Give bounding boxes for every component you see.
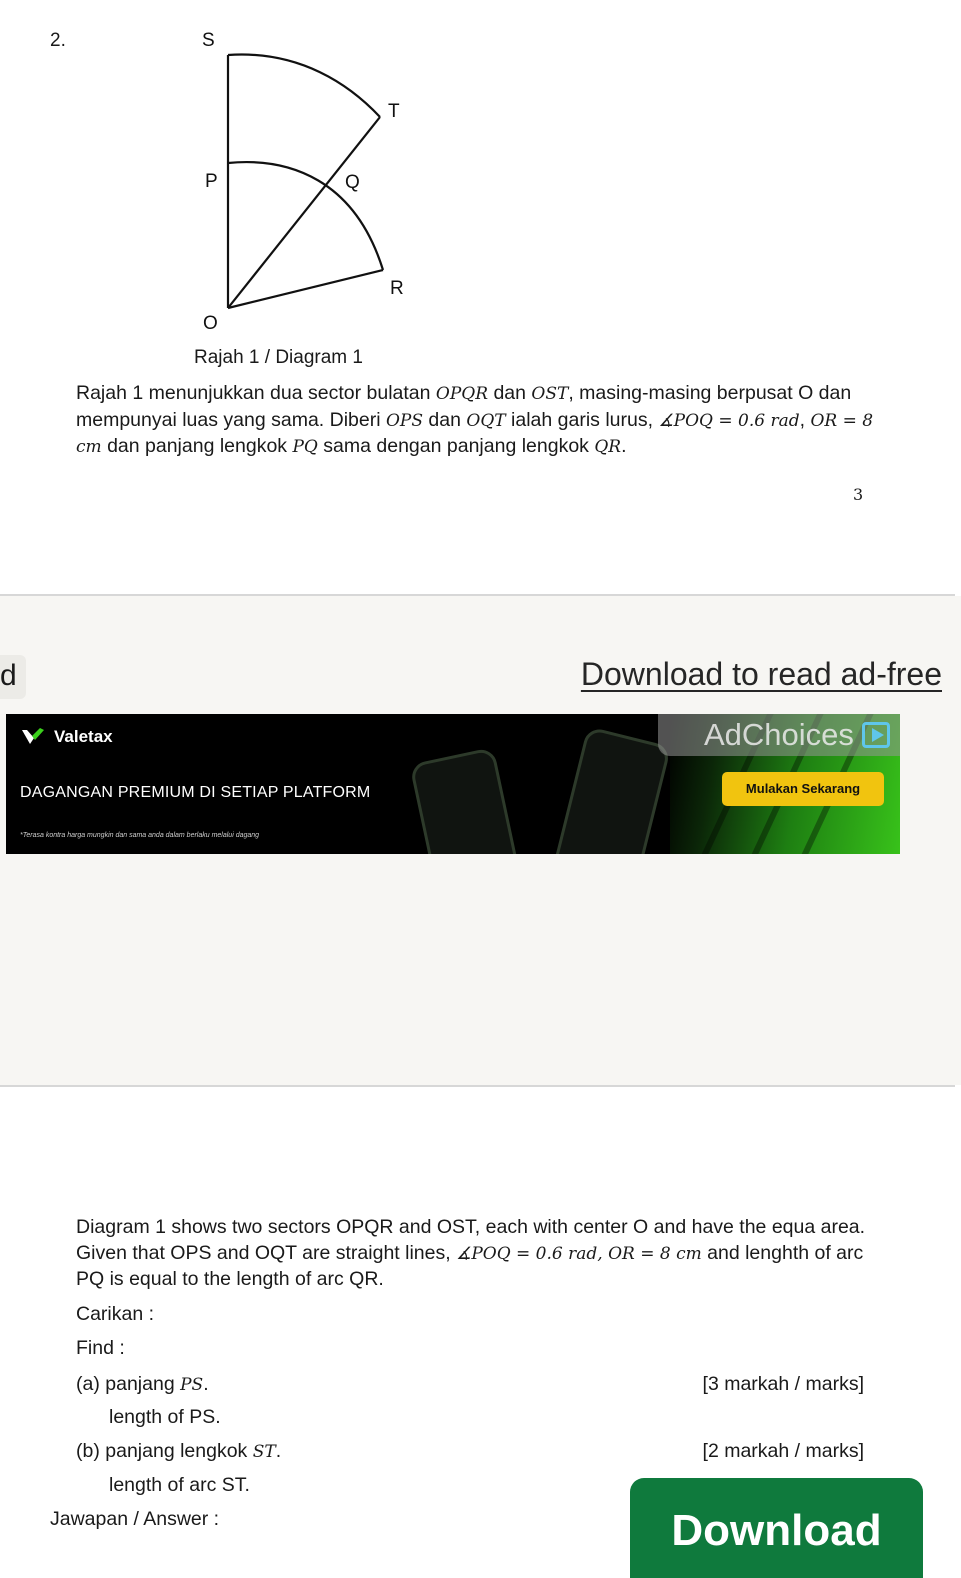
page-number: 3 <box>853 485 864 504</box>
math-angle: ∡POQ = 0.6 rad <box>658 410 800 431</box>
label-p: P <box>205 171 218 192</box>
ad-banner[interactable] <box>6 714 900 854</box>
text-span: dan <box>423 408 467 431</box>
ad-phone-image <box>547 726 672 854</box>
question-text-malay <box>76 381 876 461</box>
sector-diagram <box>190 25 420 345</box>
adchoices-icon <box>862 722 890 748</box>
part-b-marks: [2 markah / marks] <box>702 1440 864 1462</box>
question-text-english <box>76 1215 876 1293</box>
line-or <box>228 270 383 308</box>
download-button[interactable]: Download <box>630 1478 923 1578</box>
find-label-malay: Carikan : <box>76 1303 155 1325</box>
ad-headline: DAGANGAN PREMIUM DI SETIAP PLATFORM <box>20 784 371 801</box>
label-q: Q <box>345 172 360 193</box>
math-pq: PQ <box>292 437 318 457</box>
math-opqr: OPQR <box>435 384 489 404</box>
label-s: S <box>202 30 215 51</box>
text-span: dan panjang lengkok <box>101 435 293 457</box>
adchoices-badge[interactable] <box>658 714 900 756</box>
part-label: (a) <box>76 1373 100 1395</box>
part-text: panjang <box>105 1373 181 1395</box>
part-label: (b) <box>76 1440 100 1462</box>
part-b-english: length of arc ST. <box>109 1474 250 1496</box>
text-span: . <box>621 435 627 457</box>
text-span: Diagram 1 shows two sectors OPQR and OST, each with center O and have the equa area. Given that OPS and OQT are straight lines, <box>76 1216 866 1264</box>
label-r: R <box>390 278 404 299</box>
math-qr: QR <box>594 437 622 457</box>
math-ops: OPS <box>385 410 424 431</box>
text-span: , masing-masing berpusat O dan mempunyai luas yang sama. Diberi <box>76 382 852 431</box>
text-span: dan <box>488 382 532 404</box>
ad-brand-name: Valetax <box>54 727 113 746</box>
math-oqt: OQT <box>466 410 506 431</box>
part-b-malay <box>76 1440 281 1463</box>
part-a-english: length of PS. <box>109 1406 221 1428</box>
text-span: ialah garis lurus, <box>505 408 659 431</box>
page-separator <box>0 594 955 596</box>
part-a-malay <box>76 1373 209 1396</box>
math-given: ∡POQ = 0.6 rad, OR = 8 cm <box>456 1243 702 1264</box>
ad-brand-logo <box>20 726 113 748</box>
document-page-top <box>0 0 961 596</box>
math-ps: PS <box>180 1375 204 1395</box>
valetax-logo-icon <box>20 726 46 748</box>
ad-fine-print: *Terasa kontra harga mungkin dan sama anda dalam berlaku melalui dagang <box>20 832 260 839</box>
text-span: , <box>799 408 811 431</box>
math-ost: OST <box>531 384 569 404</box>
download-ad-free-link[interactable]: Download to read ad-free <box>580 656 942 692</box>
part-a-marks: [3 markah / marks] <box>702 1373 864 1395</box>
ad-cta-button[interactable]: Mulakan Sekarang <box>722 772 884 806</box>
ad-phone-image <box>409 747 528 854</box>
part-end: . <box>275 1440 282 1462</box>
adchoices-label: AdChoices <box>704 717 854 752</box>
text-span: and lenghth of arc PQ is equal to the length of arc QR. <box>76 1241 864 1290</box>
diagram-caption: Rajah 1 / Diagram 1 <box>194 347 363 368</box>
text-span: Rajah 1 menunjukkan dua sector bulatan <box>76 382 436 404</box>
arc-st <box>228 55 380 117</box>
part-end: . <box>203 1373 209 1395</box>
left-tab[interactable]: d <box>0 655 26 699</box>
text-span: sama dengan panjang lengkok <box>317 435 595 457</box>
question-number: 2. <box>50 30 66 51</box>
math-st: ST <box>252 1442 276 1462</box>
label-t: T <box>388 101 400 122</box>
find-label-english: Find : <box>76 1337 125 1359</box>
line-ot <box>228 117 380 308</box>
math-or: OR = 8 cm <box>76 410 874 457</box>
part-text: panjang lengkok <box>105 1440 253 1462</box>
label-o: O <box>203 313 218 334</box>
answer-label: Jawapan / Answer : <box>50 1508 220 1530</box>
